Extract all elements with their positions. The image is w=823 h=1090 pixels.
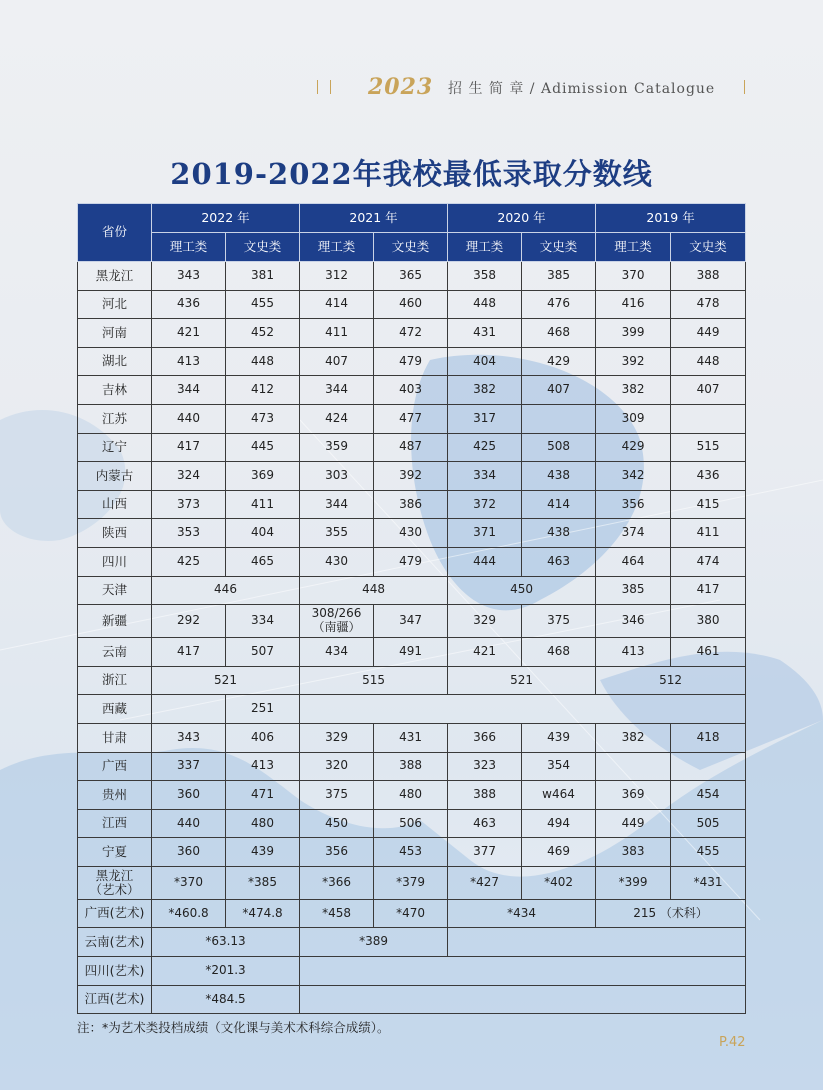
score-cell: 417 [152,433,226,462]
score-cell: 479 [374,547,448,576]
score-cell: 440 [152,809,226,838]
score-cell: 323 [448,752,522,781]
score-cell [671,752,746,781]
province-cell: 黑龙江 （艺术） [78,866,152,899]
table-row [78,376,746,405]
score-cell: 329 [448,605,522,638]
score-cell: 455 [671,838,746,867]
score-cell: 353 [152,519,226,548]
score-cell: 343 [152,723,226,752]
score-cell: 448 [671,347,746,376]
table-row [78,695,746,724]
score-cell: 385 [522,262,596,291]
merged-score-cell: *201.3 [152,957,300,986]
score-cell: 388 [671,262,746,291]
score-cell: 421 [152,319,226,348]
score-cell: 454 [671,781,746,810]
score-cell: 303 [300,462,374,491]
merged-score-cell: *434 [448,899,596,928]
score-cell: 469 [522,838,596,867]
province-cell: 四川(艺术) [78,957,152,986]
score-cell: 292 [152,605,226,638]
province-cell: 河北 [78,290,152,319]
score-cell: *399 [596,866,671,899]
score-cell: 449 [596,809,671,838]
province-cell: 甘肃 [78,723,152,752]
score-cell: 439 [226,838,300,867]
merged-score-cell: *389 [300,928,448,957]
score-cell: 468 [522,319,596,348]
score-cell: 354 [522,752,596,781]
header-year: 2023 [368,74,434,100]
merged-score-cell: 512 [596,666,746,695]
province-cell: 西藏 [78,695,152,724]
score-cell: *385 [226,866,300,899]
score-cell: 515 [671,433,746,462]
score-cell: 480 [226,809,300,838]
table-row [78,899,746,928]
score-cell: 449 [671,319,746,348]
score-cell: 436 [671,462,746,491]
empty-cell [300,957,746,986]
score-cell: 434 [300,638,374,667]
score-cell: 487 [374,433,448,462]
score-cell: 468 [522,638,596,667]
score-cell: 507 [226,638,300,667]
score-cell: 411 [226,490,300,519]
score-cell: 403 [374,376,448,405]
score-cell: 404 [448,347,522,376]
score-cell: *402 [522,866,596,899]
score-cell: 479 [374,347,448,376]
score-cell: 421 [448,638,522,667]
score-cell: 344 [152,376,226,405]
score-cell: 494 [522,809,596,838]
score-cell: 461 [671,638,746,667]
score-cell: 251 [226,695,300,724]
header-divider [317,80,318,94]
score-cell: 463 [522,547,596,576]
score-cell: 385 [596,576,671,605]
score-cell: 334 [448,462,522,491]
table-row [78,638,746,667]
score-cell: 506 [374,809,448,838]
score-cell: 430 [300,547,374,576]
year-header: 2020 年 [448,204,596,233]
score-table [77,203,746,1014]
score-cell: 358 [448,262,522,291]
score-cell: 347 [374,605,448,638]
score-cell: 418 [671,723,746,752]
header-catalogue-title: 招 生 简 章 / Adimission Catalogue [448,81,716,97]
score-cell: 412 [226,376,300,405]
score-cell: *470 [374,899,448,928]
score-cell: 380 [671,605,746,638]
score-cell: 344 [300,376,374,405]
score-cell: 425 [152,547,226,576]
category-header: 文史类 [226,233,300,262]
score-cell: 356 [596,490,671,519]
score-cell: 444 [448,547,522,576]
province-cell: 浙江 [78,666,152,695]
merged-score-cell: *484.5 [152,985,300,1014]
footnote: 注：*为艺术类投档成绩（文化课与美术术科综合成绩）。 [77,1020,390,1035]
table-row [78,347,746,376]
score-cell: 448 [448,290,522,319]
merged-score-cell: 448 [300,576,448,605]
score-cell: *458 [300,899,374,928]
score-cell: *370 [152,866,226,899]
score-cell: 460 [374,290,448,319]
table-row [78,404,746,433]
empty-cell [300,695,746,724]
header-divider [330,80,331,94]
score-cell: 414 [522,490,596,519]
score-cell: 505 [671,809,746,838]
score-cell: 375 [522,605,596,638]
score-cell: 324 [152,462,226,491]
merged-score-cell: 515 [300,666,448,695]
score-cell: 388 [374,752,448,781]
score-cell: 450 [300,809,374,838]
score-cell: 344 [300,490,374,519]
score-cell: 438 [522,519,596,548]
score-cell: 411 [671,519,746,548]
score-cell [596,752,671,781]
score-cell: 320 [300,752,374,781]
category-header: 理工类 [300,233,374,262]
score-cell: 337 [152,752,226,781]
score-cell: 417 [152,638,226,667]
score-cell: 382 [596,376,671,405]
score-cell: 431 [448,319,522,348]
score-cell: 439 [522,723,596,752]
province-cell: 吉林 [78,376,152,405]
score-cell [152,695,226,724]
province-header: 省份 [78,204,152,262]
table-row [78,319,746,348]
score-cell: 366 [448,723,522,752]
score-cell: 472 [374,319,448,348]
year-header: 2019 年 [596,204,746,233]
score-cell: *427 [448,866,522,899]
merged-score-cell: 450 [448,576,596,605]
score-cell: 317 [448,404,522,433]
year-header: 2022 年 [152,204,300,233]
merged-score-cell: 446 [152,576,300,605]
score-cell: 440 [152,404,226,433]
table-row [78,957,746,986]
score-cell: 399 [596,319,671,348]
score-cell: 436 [152,290,226,319]
score-cell: 312 [300,262,374,291]
score-cell: 431 [374,723,448,752]
score-cell: 478 [671,290,746,319]
table-row [78,838,746,867]
province-cell: 宁夏 [78,838,152,867]
score-cell [671,404,746,433]
score-cell: 309 [596,404,671,433]
score-cell: 414 [300,290,374,319]
score-cell: 355 [300,519,374,548]
score-cell: 429 [596,433,671,462]
table-row [78,462,746,491]
table-row [78,490,746,519]
score-cell: 360 [152,781,226,810]
province-cell: 云南(艺术) [78,928,152,957]
score-cell: 476 [522,290,596,319]
province-cell: 新疆 [78,605,152,638]
score-cell: 413 [226,752,300,781]
empty-cell [448,928,746,957]
score-cell: 359 [300,433,374,462]
score-cell: 365 [374,262,448,291]
score-cell: 429 [522,347,596,376]
province-cell: 黑龙江 [78,262,152,291]
score-cell: 415 [671,490,746,519]
empty-cell [300,985,746,1014]
table-row [78,866,746,899]
score-cell: 342 [596,462,671,491]
province-cell: 江西 [78,809,152,838]
score-cell: *366 [300,866,374,899]
table-row [78,290,746,319]
merged-score-cell: 521 [152,666,300,695]
merged-score-cell: 521 [448,666,596,695]
category-header: 理工类 [152,233,226,262]
score-cell: 411 [300,319,374,348]
score-cell: *431 [671,866,746,899]
province-cell: 山西 [78,490,152,519]
score-cell: 383 [596,838,671,867]
table-row [78,433,746,462]
score-cell: 452 [226,319,300,348]
score-cell: *379 [374,866,448,899]
score-cell: 308/266 （南疆） [300,605,374,638]
table-row [78,781,746,810]
score-cell: 392 [596,347,671,376]
table-row [78,752,746,781]
score-cell: 377 [448,838,522,867]
merged-score-cell: *63.13 [152,928,300,957]
province-cell: 四川 [78,547,152,576]
category-header: 文史类 [522,233,596,262]
page-header [0,72,823,102]
province-cell: 云南 [78,638,152,667]
score-cell: 371 [448,519,522,548]
score-cell: 471 [226,781,300,810]
table-row [78,576,746,605]
score-cell: w464 [522,781,596,810]
category-header: 理工类 [448,233,522,262]
score-cell: 386 [374,490,448,519]
score-cell: 356 [300,838,374,867]
score-cell [522,404,596,433]
score-cell: 373 [152,490,226,519]
score-cell: 406 [226,723,300,752]
header-divider [744,80,745,94]
score-cell: 473 [226,404,300,433]
score-cell: 375 [300,781,374,810]
province-cell: 天津 [78,576,152,605]
score-cell: 438 [522,462,596,491]
score-cell: 407 [522,376,596,405]
score-cell: 413 [152,347,226,376]
province-cell: 河南 [78,319,152,348]
table-row [78,605,746,638]
category-header: 文史类 [374,233,448,262]
score-cell: 480 [374,781,448,810]
province-cell: 广西 [78,752,152,781]
score-cell: 430 [374,519,448,548]
table-row [78,262,746,291]
score-cell: 417 [671,576,746,605]
score-cell: 407 [671,376,746,405]
score-cell: 334 [226,605,300,638]
province-cell: 内蒙古 [78,462,152,491]
score-cell: 388 [448,781,522,810]
score-cell: 465 [226,547,300,576]
table-row [78,547,746,576]
score-cell: 413 [596,638,671,667]
province-cell: 陕西 [78,519,152,548]
score-cell: 382 [448,376,522,405]
score-cell: *474.8 [226,899,300,928]
score-cell: 392 [374,462,448,491]
score-cell: *460.8 [152,899,226,928]
score-cell: 329 [300,723,374,752]
score-cell: 463 [448,809,522,838]
score-cell: 407 [300,347,374,376]
year-header: 2021 年 [300,204,448,233]
table-row [78,519,746,548]
table-row [78,723,746,752]
score-cell: 491 [374,638,448,667]
score-cell: 455 [226,290,300,319]
table-row [78,809,746,838]
score-cell: 404 [226,519,300,548]
score-cell: 445 [226,433,300,462]
merged-score-cell: 215 （术科） [596,899,746,928]
score-cell: 416 [596,290,671,319]
score-cell: 382 [596,723,671,752]
page-number: P.42 [719,1035,746,1050]
score-cell: 374 [596,519,671,548]
score-cell: 424 [300,404,374,433]
score-cell: 372 [448,490,522,519]
province-cell: 江苏 [78,404,152,433]
score-cell: 477 [374,404,448,433]
score-cell: 453 [374,838,448,867]
table-row [78,666,746,695]
score-cell: 369 [226,462,300,491]
score-cell: 381 [226,262,300,291]
score-cell: 464 [596,547,671,576]
score-cell: 425 [448,433,522,462]
table-row [78,985,746,1014]
score-cell: 360 [152,838,226,867]
score-cell: 343 [152,262,226,291]
score-cell: 508 [522,433,596,462]
score-cell: 474 [671,547,746,576]
score-cell: 369 [596,781,671,810]
category-header: 理工类 [596,233,671,262]
score-cell: 370 [596,262,671,291]
score-cell: 346 [596,605,671,638]
province-cell: 湖北 [78,347,152,376]
province-cell: 贵州 [78,781,152,810]
category-header: 文史类 [671,233,746,262]
score-cell: 448 [226,347,300,376]
province-cell: 江西(艺术) [78,985,152,1014]
province-cell: 广西(艺术) [78,899,152,928]
table-row [78,928,746,957]
province-cell: 辽宁 [78,433,152,462]
page-title: 2019-2022年我校最低录取分数线 [170,157,653,191]
